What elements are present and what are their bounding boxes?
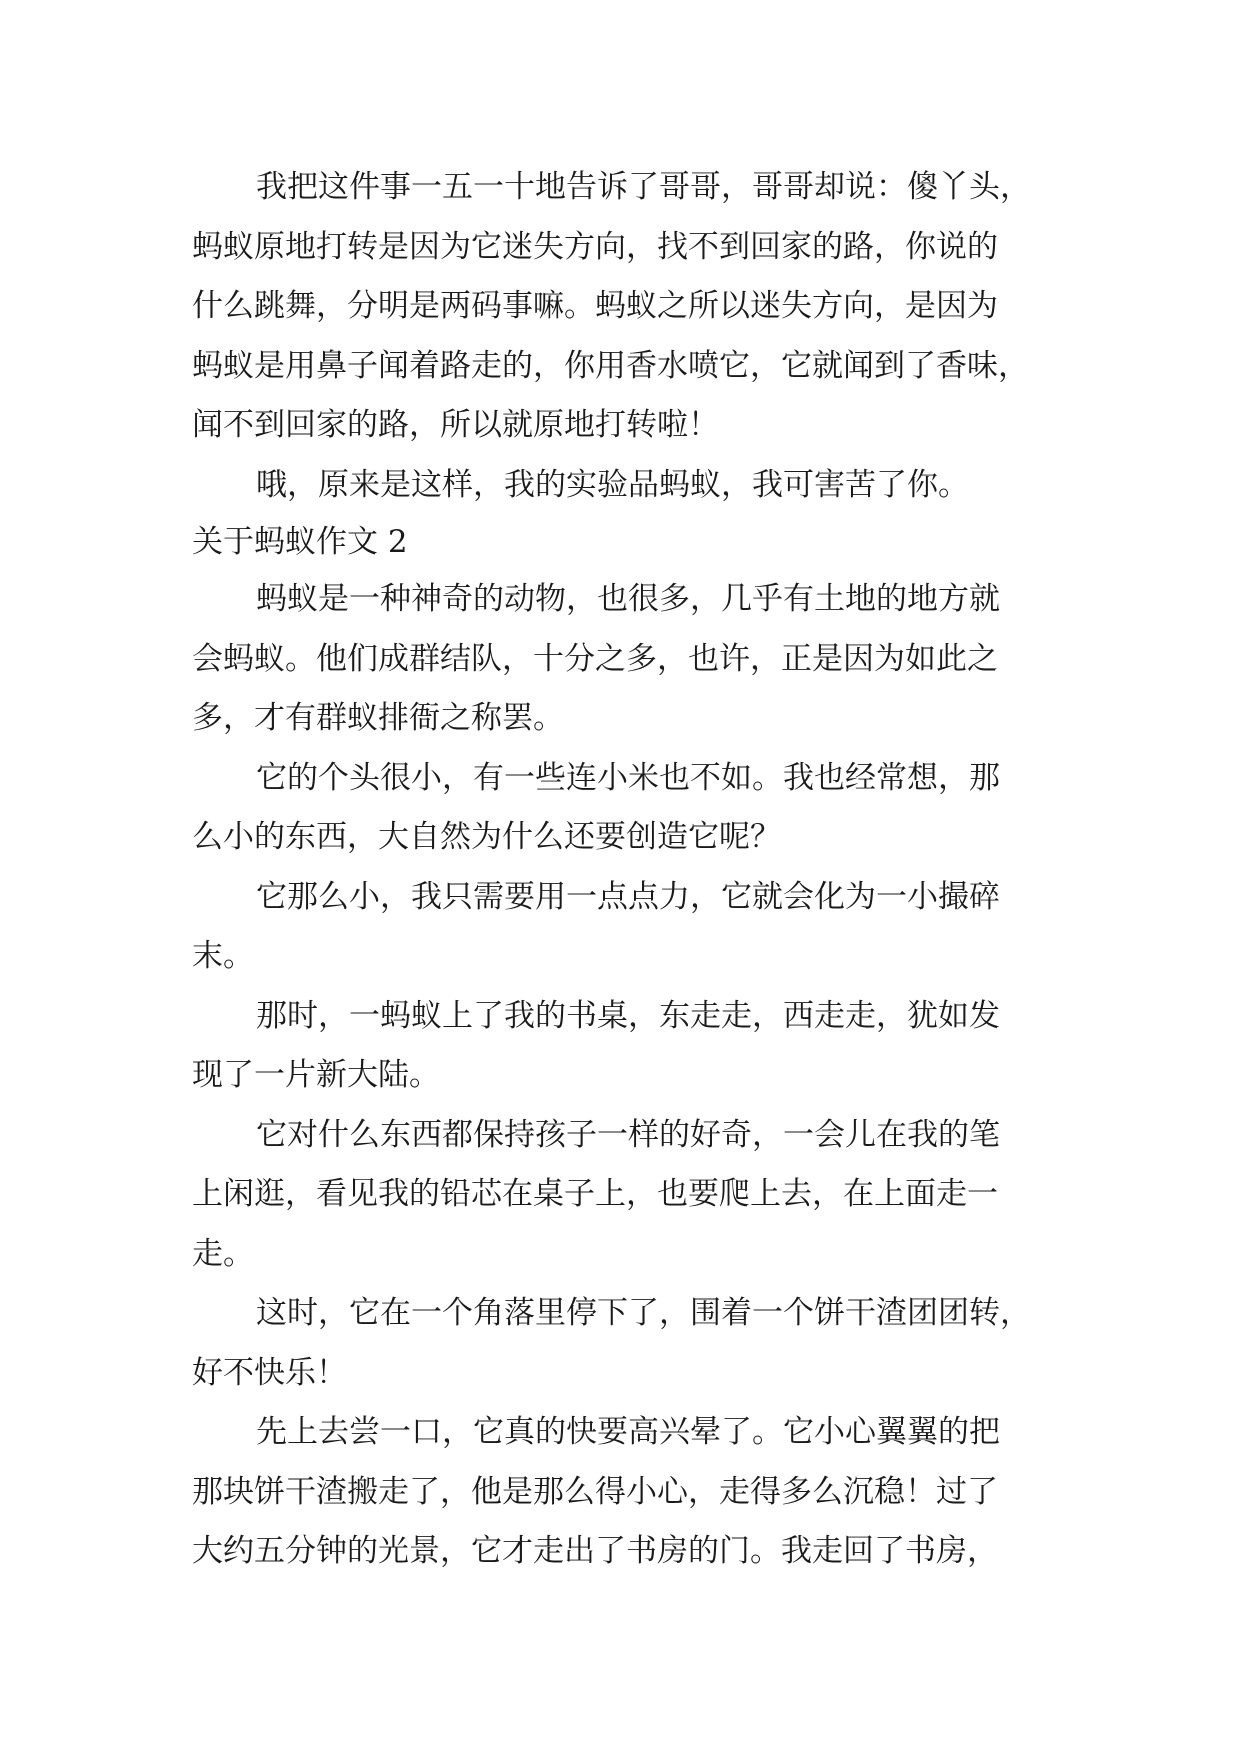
paragraph-line: 好不快乐！: [192, 1354, 347, 1391]
paragraph-line: 它的个头很小，有一些连小米也不如。我也经常想，那: [256, 759, 1000, 796]
paragraph-line: 它对什么东西都保持孩子一样的好奇，一会儿在我的笔: [256, 1116, 1000, 1153]
paragraph-line: 多，才有群蚁排衙之称罢。: [192, 700, 564, 736]
paragraph-line: 它那么小，我只需要用一点点力，它就会化为一小撮碎: [256, 878, 1000, 915]
paragraph-line: 大约五分钟的光景，它才走出了书房的门。我走回了书房，: [192, 1533, 998, 1569]
paragraph-line: 什么跳舞，分明是两码事嘛。蚂蚁之所以迷失方向，是因为: [192, 288, 998, 324]
paragraph-line: 末。: [192, 938, 254, 974]
paragraph-line: 那块饼干渣搬走了，他是那么得小心，走得多么沉稳！过了: [192, 1473, 998, 1510]
paragraph-line: 蚂蚁原地打转是因为它迷失方向，找不到回家的路，你说的: [192, 228, 998, 265]
paragraph-line: 闻不到回家的路，所以就原地打转啦！: [192, 407, 719, 443]
paragraph-line: 这时，它在一个角落里停下了，围着一个饼干渣团团转，: [256, 1295, 1031, 1331]
paragraph-line: 先上去尝一口，它真的快要高兴晕了。它小心翼翼的把: [256, 1414, 1000, 1450]
paragraph-line: 那时，一蚂蚁上了我的书桌，东走走，西走走，犹如发: [256, 997, 1000, 1034]
paragraph-line: 蚂蚁是用鼻子闻着路走的，你用香水喷它，它就闻到了香味，: [192, 347, 1029, 384]
paragraph-line: 哦，原来是这样，我的实验品蚂蚁，我可害苦了你。: [256, 466, 969, 503]
paragraph-line: 现了一片新大陆。: [192, 1057, 440, 1093]
section-heading: 关于蚂蚁作文 2: [192, 524, 408, 560]
paragraph-line: 走。: [192, 1235, 254, 1272]
paragraph-line: 会蚂蚁。他们成群结队，十分之多，也许，正是因为如此之: [192, 640, 998, 677]
paragraph-line: 蚂蚁是一种神奇的动物，也很多，几乎有土地的地方就: [256, 581, 1000, 617]
document-page: [192, 158, 1054, 1582]
paragraph-line: 我把这件事一五一十地告诉了哥哥，哥哥却说：傻丫头，: [256, 169, 1031, 205]
paragraph-line: 么小的东西，大自然为什么还要创造它呢？: [192, 819, 781, 855]
paragraph-line: 上闲逛，看见我的铅芯在桌子上，也要爬上去，在上面走一: [192, 1176, 998, 1212]
